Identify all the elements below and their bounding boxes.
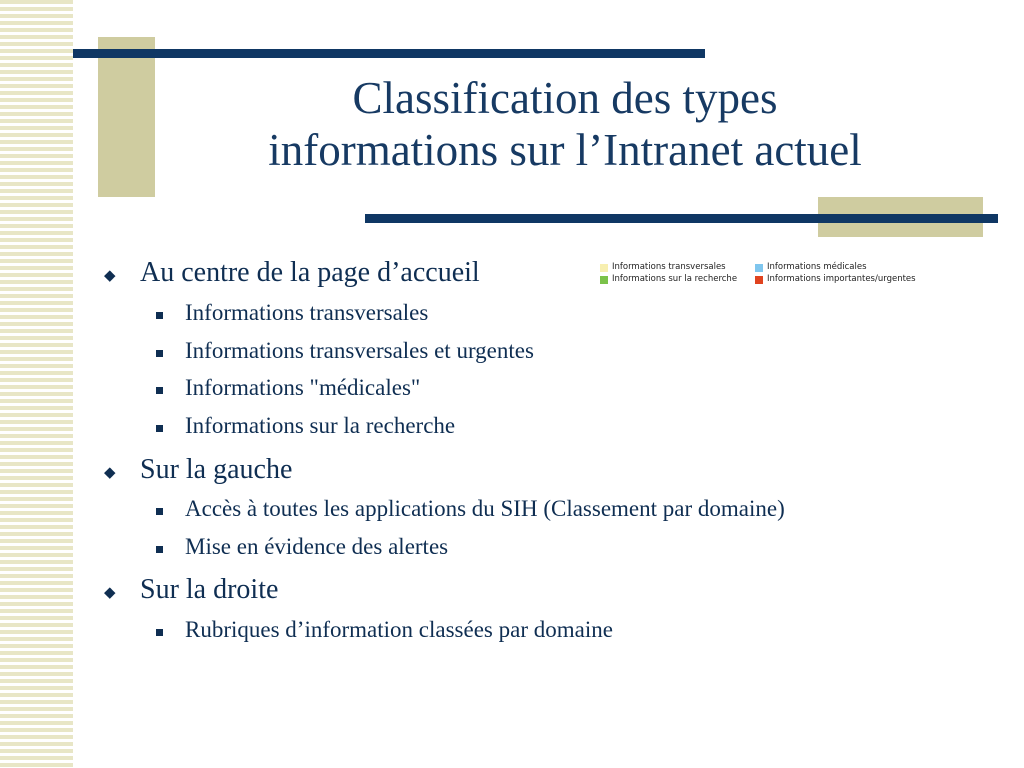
list-item-text: Mise en évidence des alertes xyxy=(185,534,449,559)
list-item-text: Accès à toutes les applications du SIH (Classement par domaine) xyxy=(185,496,785,521)
legend-swatch xyxy=(755,276,763,284)
square-bullet-icon xyxy=(156,387,163,394)
title-line-2: informations sur l’Intranet actuel xyxy=(268,125,862,175)
section-label: Sur la droite xyxy=(140,574,279,605)
section-label: Au centre de la page d’accueil xyxy=(140,257,480,288)
legend-label: Informations transversales xyxy=(612,262,726,272)
list-item-text: Rubriques d’information classées par domaine xyxy=(185,617,613,642)
list-item-text: Informations "médicales" xyxy=(185,375,421,400)
accent-block-top xyxy=(98,37,155,197)
legend-swatch xyxy=(600,276,608,284)
square-bullet-icon xyxy=(156,629,163,636)
legend-swatch xyxy=(755,264,763,272)
title-bar-bottom xyxy=(365,214,998,223)
legend xyxy=(600,263,940,289)
diamond-bullet-icon: ◆ xyxy=(104,465,116,481)
list-item-text: Informations sur la recherche xyxy=(185,413,456,438)
square-bullet-icon xyxy=(156,425,163,432)
legend-label: Informations sur la recherche xyxy=(612,274,738,284)
diamond-bullet-icon: ◆ xyxy=(104,585,116,601)
diamond-bullet-icon: ◆ xyxy=(104,268,116,284)
slide-title xyxy=(150,72,980,176)
legend-label: Informations médicales xyxy=(767,262,867,272)
square-bullet-icon xyxy=(156,312,163,319)
square-bullet-icon xyxy=(156,546,163,553)
title-bar-top xyxy=(73,49,705,58)
square-bullet-icon xyxy=(156,350,163,357)
square-bullet-icon xyxy=(156,508,163,515)
legend-label: Informations importantes/urgentes xyxy=(767,274,916,284)
legend-swatch xyxy=(600,264,608,272)
list-item-text: Informations transversales xyxy=(185,300,429,325)
decorative-stripes xyxy=(0,0,73,768)
title-line-1: Classification des types xyxy=(352,73,778,123)
section-label: Sur la gauche xyxy=(140,454,293,485)
list-item-text: Informations transversales et urgentes xyxy=(185,338,534,363)
